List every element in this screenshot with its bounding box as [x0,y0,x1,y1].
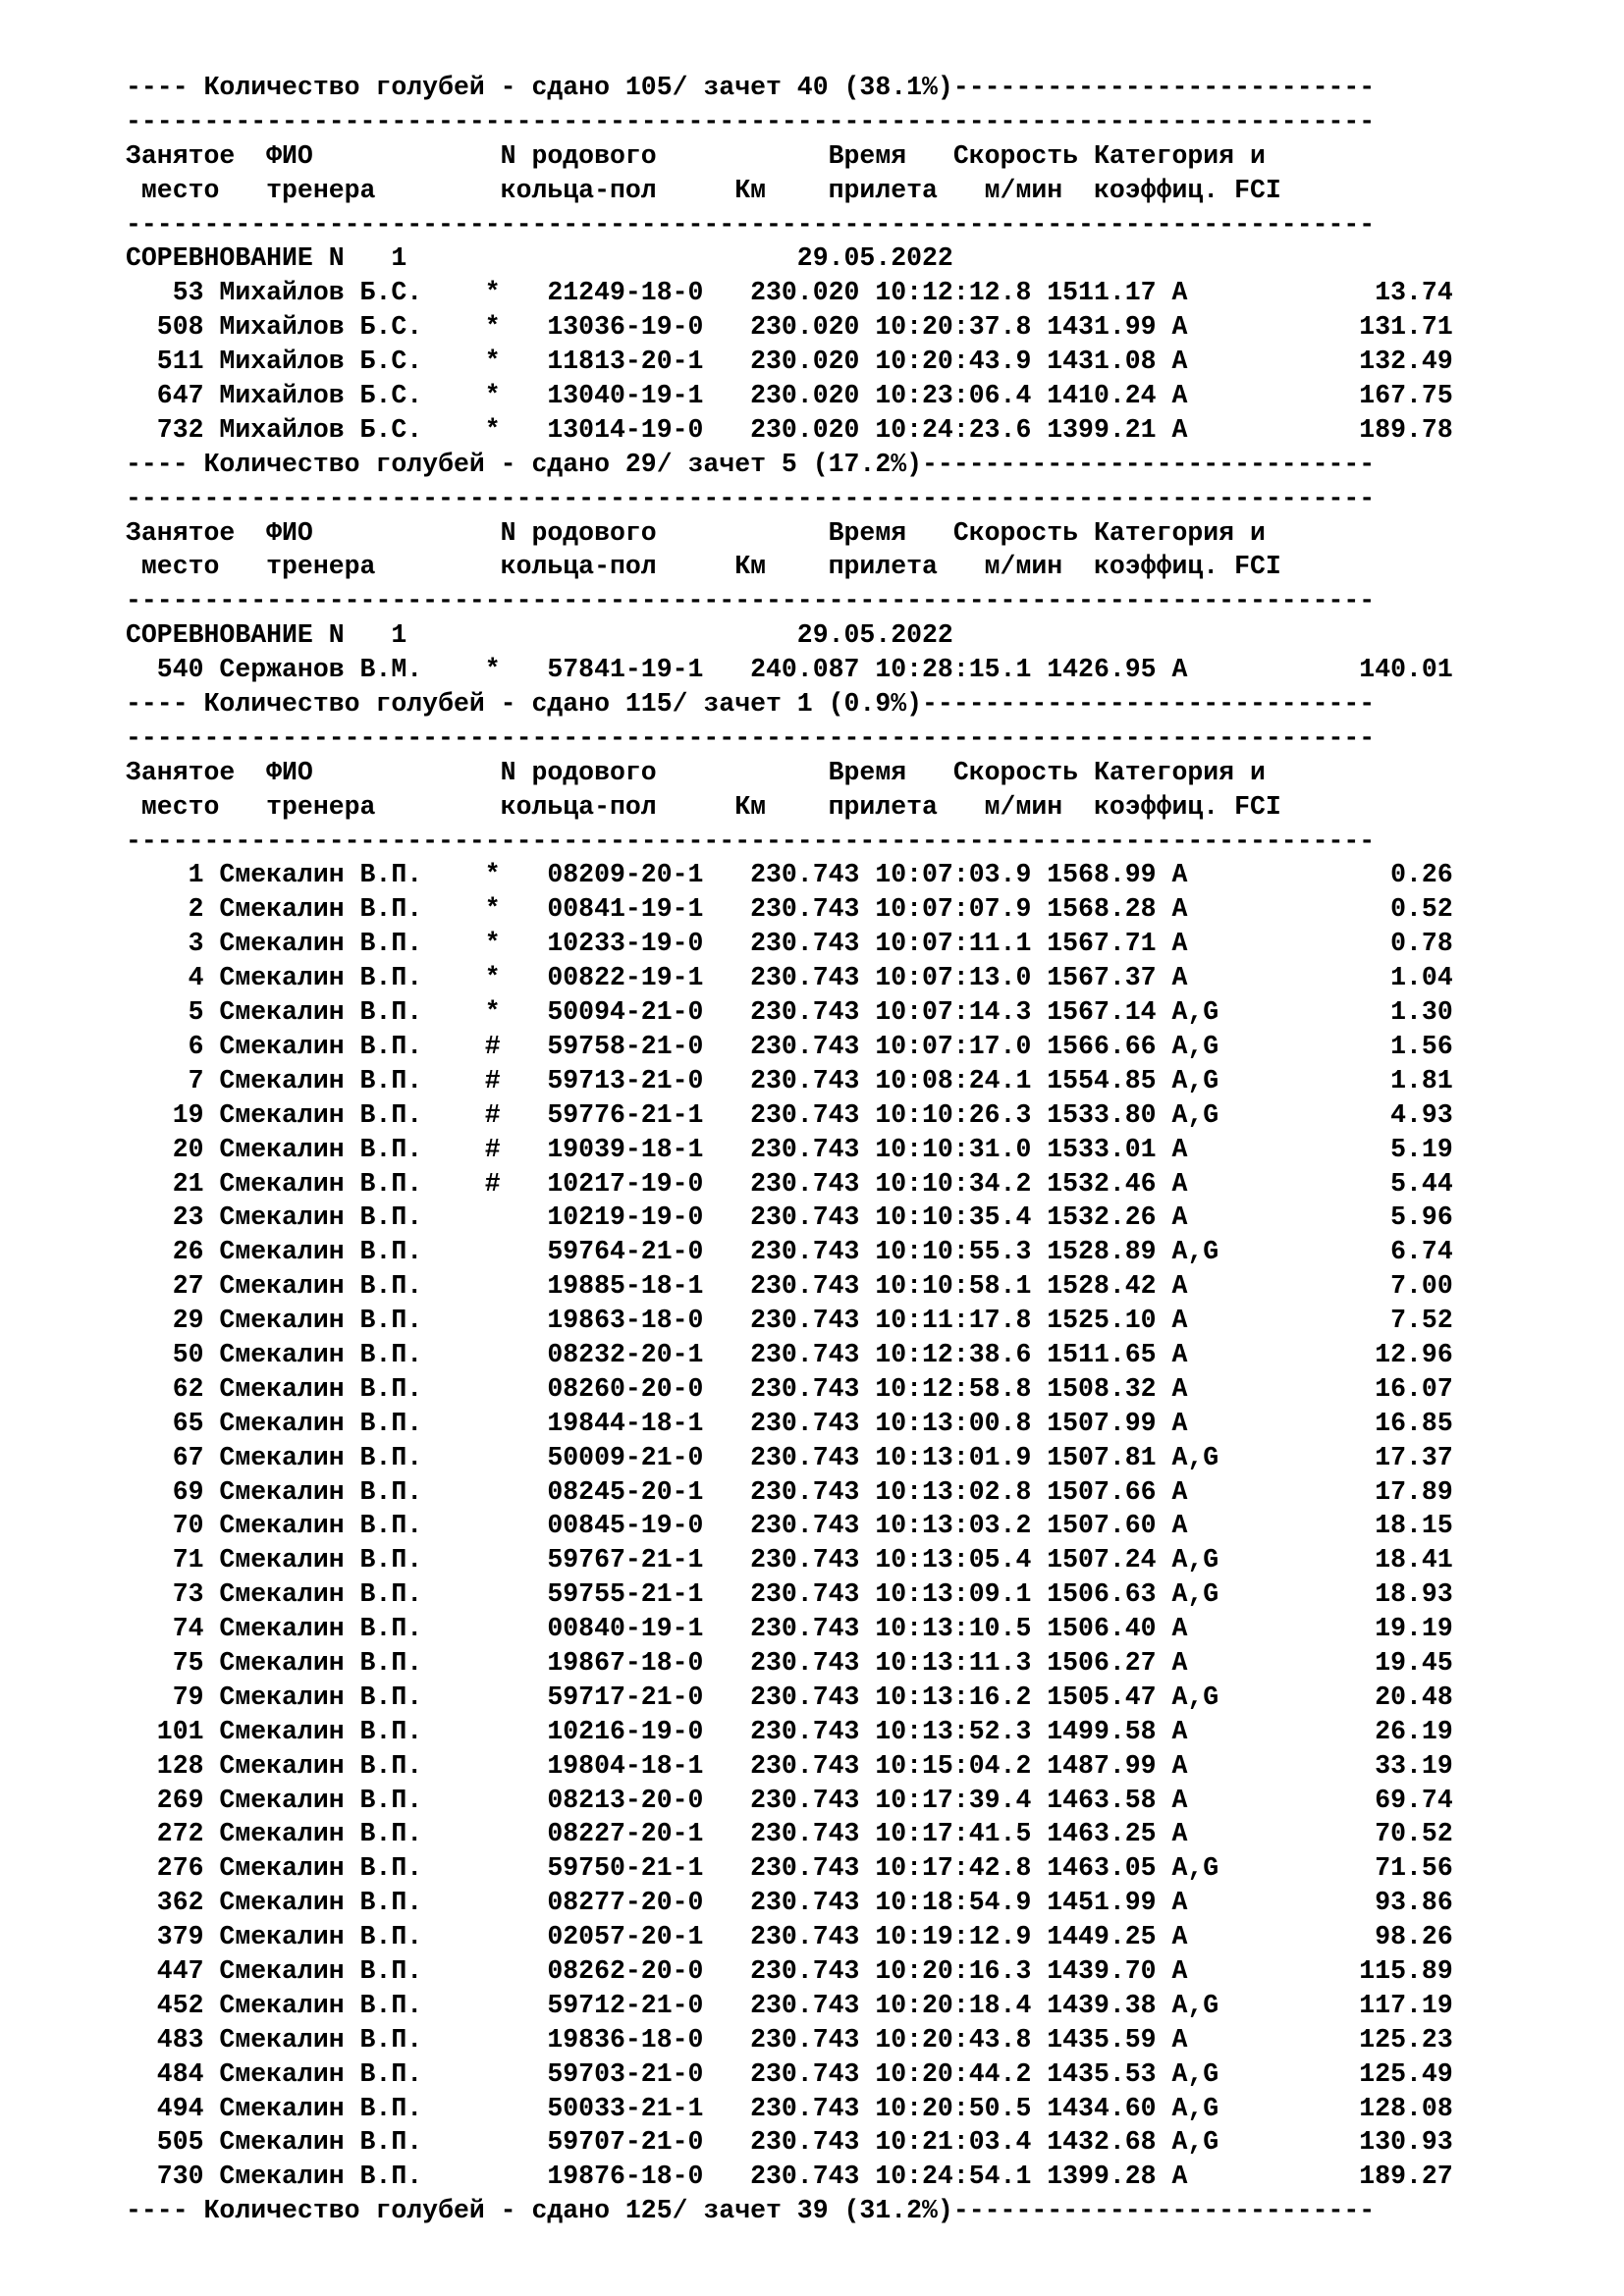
report-line: -------------------------------------------------------------------------------- [126,106,1376,136]
report-line: 23 Смекалин В.П. 10219-19-0 230.743 10:10:35.4 1532.26 A 5.96 [126,1202,1453,1233]
report-line: 50 Смекалин В.П. 08232-20-1 230.743 10:12:38.6 1511.65 A 12.96 [126,1339,1453,1369]
report-line: ---- Количество голубей - сдано 29/ зачет 5 (17.2%)----------------------------- [126,449,1376,479]
report-line: 53 Михайлов Б.С. * 21249-18-0 230.020 10:12:12.8 1511.17 A 13.74 [126,278,1453,308]
report-line: -------------------------------------------------------------------------------- [126,483,1376,513]
report-line: 20 Смекалин В.П. # 19039-18-1 230.743 10:10:31.0 1533.01 A 5.19 [126,1134,1453,1164]
report-line: место тренера кольца-пол Км прилета м/мин коэффиц. FCI [126,175,1281,205]
report-line: 29 Смекалин В.П. 19863-18-0 230.743 10:11:17.8 1525.10 A 7.52 [126,1306,1453,1336]
report-line: 73 Смекалин В.П. 59755-21-1 230.743 10:13:09.1 1506.63 A,G 18.93 [126,1579,1453,1610]
report-line: 483 Смекалин В.П. 19836-18-0 230.743 10:20:43.8 1435.59 A 125.23 [126,2024,1453,2055]
report-line: место тренера кольца-пол Км прилета м/мин коэффиц. FCI [126,791,1281,822]
report-line: 732 Михайлов Б.С. * 13014-19-0 230.020 10:24:23.6 1399.21 A 189.78 [126,414,1453,445]
report-line: место тренера кольца-пол Км прилета м/мин коэффиц. FCI [126,552,1281,582]
report-line: 75 Смекалин В.П. 19867-18-0 230.743 10:13:11.3 1506.27 A 19.45 [126,1647,1453,1678]
report-line: 79 Смекалин В.П. 59717-21-0 230.743 10:13:16.2 1505.47 A,G 20.48 [126,1682,1453,1712]
report-line: 65 Смекалин В.П. 19844-18-1 230.743 10:13:00.8 1507.99 A 16.85 [126,1408,1453,1438]
report-line: 71 Смекалин В.П. 59767-21-1 230.743 10:13:05.4 1507.24 A,G 18.41 [126,1545,1453,1575]
report-line: 69 Смекалин В.П. 08245-20-1 230.743 10:13:02.8 1507.66 A 17.89 [126,1476,1453,1507]
report-line: 74 Смекалин В.П. 00840-19-1 230.743 10:13:10.5 1506.40 A 19.19 [126,1614,1453,1644]
report-line: -------------------------------------------------------------------------------- [126,826,1376,856]
report-line: -------------------------------------------------------------------------------- [126,722,1376,753]
report-line: 484 Смекалин В.П. 59703-21-0 230.743 10:20:44.2 1435.53 A,G 125.49 [126,2058,1453,2089]
race-results-report [126,71,1453,2228]
report-line: 1 Смекалин В.П. * 08209-20-1 230.743 10:07:03.9 1568.99 A 0.26 [126,860,1453,890]
report-line: Занятое ФИО N родового Время Скорость Категория и [126,517,1266,548]
report-line: 730 Смекалин В.П. 19876-18-0 230.743 10:24:54.1 1399.28 A 189.27 [126,2162,1453,2192]
report-line: СОРЕВНОВАНИЕ N 1 29.05.2022 [126,243,953,274]
report-line: 5 Смекалин В.П. * 50094-21-0 230.743 10:07:14.3 1567.14 A,G 1.30 [126,997,1453,1028]
report-line: 269 Смекалин В.П. 08213-20-0 230.743 10:17:39.4 1463.58 A 69.74 [126,1785,1453,1815]
report-line: 494 Смекалин В.П. 50033-21-1 230.743 10:20:50.5 1434.60 A,G 128.08 [126,2093,1453,2123]
report-line: 21 Смекалин В.П. # 10217-19-0 230.743 10:10:34.2 1532.46 A 5.44 [126,1168,1453,1199]
report-line: СОРЕВНОВАНИЕ N 1 29.05.2022 [126,620,953,651]
report-line: -------------------------------------------------------------------------------- [126,209,1376,240]
report-line: 128 Смекалин В.П. 19804-18-1 230.743 10:15:04.2 1487.99 A 33.19 [126,1750,1453,1781]
report-line: 6 Смекалин В.П. # 59758-21-0 230.743 10:07:17.0 1566.66 A,G 1.56 [126,1031,1453,1061]
report-line: 101 Смекалин В.П. 10216-19-0 230.743 10:13:52.3 1499.58 A 26.19 [126,1716,1453,1746]
report-line: 272 Смекалин В.П. 08227-20-1 230.743 10:17:41.5 1463.25 A 70.52 [126,1819,1453,1849]
report-line: ---- Количество голубей - сдано 105/ зачет 40 (38.1%)--------------------------- [126,73,1376,102]
report-line: 505 Смекалин В.П. 59707-21-0 230.743 10:21:03.4 1432.68 A,G 130.93 [126,2127,1453,2158]
report-line: 19 Смекалин В.П. # 59776-21-1 230.743 10:10:26.3 1533.80 A,G 4.93 [126,1099,1453,1130]
report-line: 26 Смекалин В.П. 59764-21-0 230.743 10:10:55.3 1528.89 A,G 6.74 [126,1237,1453,1267]
report-line: 508 Михайлов Б.С. * 13036-19-0 230.020 10:20:37.8 1431.99 A 131.71 [126,312,1453,343]
report-line: 452 Смекалин В.П. 59712-21-0 230.743 10:20:18.4 1439.38 A,G 117.19 [126,1990,1453,2020]
report-line: Занятое ФИО N родового Время Скорость Категория и [126,757,1266,787]
report-line: 276 Смекалин В.П. 59750-21-1 230.743 10:17:42.8 1463.05 A,G 71.56 [126,1853,1453,1884]
report-line: 70 Смекалин В.П. 00845-19-0 230.743 10:13:03.2 1507.60 A 18.15 [126,1511,1453,1541]
report-line: 540 Сержанов В.М. * 57841-19-1 240.087 10:28:15.1 1426.95 A 140.01 [126,655,1453,685]
report-line: 511 Михайлов Б.С. * 11813-20-1 230.020 10:20:43.9 1431.08 A 132.49 [126,347,1453,377]
report-line: Занятое ФИО N родового Время Скорость Категория и [126,140,1266,171]
report-line: 7 Смекалин В.П. # 59713-21-0 230.743 10:08:24.1 1554.85 A,G 1.81 [126,1065,1453,1095]
report-line: 27 Смекалин В.П. 19885-18-1 230.743 10:10:58.1 1528.42 A 7.00 [126,1271,1453,1302]
report-line: 2 Смекалин В.П. * 00841-19-1 230.743 10:07:07.9 1568.28 A 0.52 [126,894,1453,925]
report-line: 362 Смекалин В.П. 08277-20-0 230.743 10:18:54.9 1451.99 A 93.86 [126,1888,1453,1918]
report-line: -------------------------------------------------------------------------------- [126,586,1376,616]
report-line: 379 Смекалин В.П. 02057-20-1 230.743 10:19:12.9 1449.25 A 98.26 [126,1922,1453,1952]
report-line: 647 Михайлов Б.С. * 13040-19-1 230.020 10:23:06.4 1410.24 A 167.75 [126,381,1453,411]
report-line: ---- Количество голубей - сдано 125/ зачет 39 (31.2%)--------------------------- [126,2196,1376,2226]
report-line: ---- Количество голубей - сдано 115/ зачет 1 (0.9%)----------------------------- [126,689,1376,720]
report-line: 3 Смекалин В.П. * 10233-19-0 230.743 10:07:11.1 1567.71 A 0.78 [126,929,1453,959]
report-line: 447 Смекалин В.П. 08262-20-0 230.743 10:20:16.3 1439.70 A 115.89 [126,1955,1453,1986]
report-line: 62 Смекалин В.П. 08260-20-0 230.743 10:12:58.8 1508.32 A 16.07 [126,1373,1453,1404]
report-line: 67 Смекалин В.П. 50009-21-0 230.743 10:13:01.9 1507.81 A,G 17.37 [126,1442,1453,1472]
report-line: 4 Смекалин В.П. * 00822-19-1 230.743 10:07:13.0 1567.37 A 1.04 [126,963,1453,993]
